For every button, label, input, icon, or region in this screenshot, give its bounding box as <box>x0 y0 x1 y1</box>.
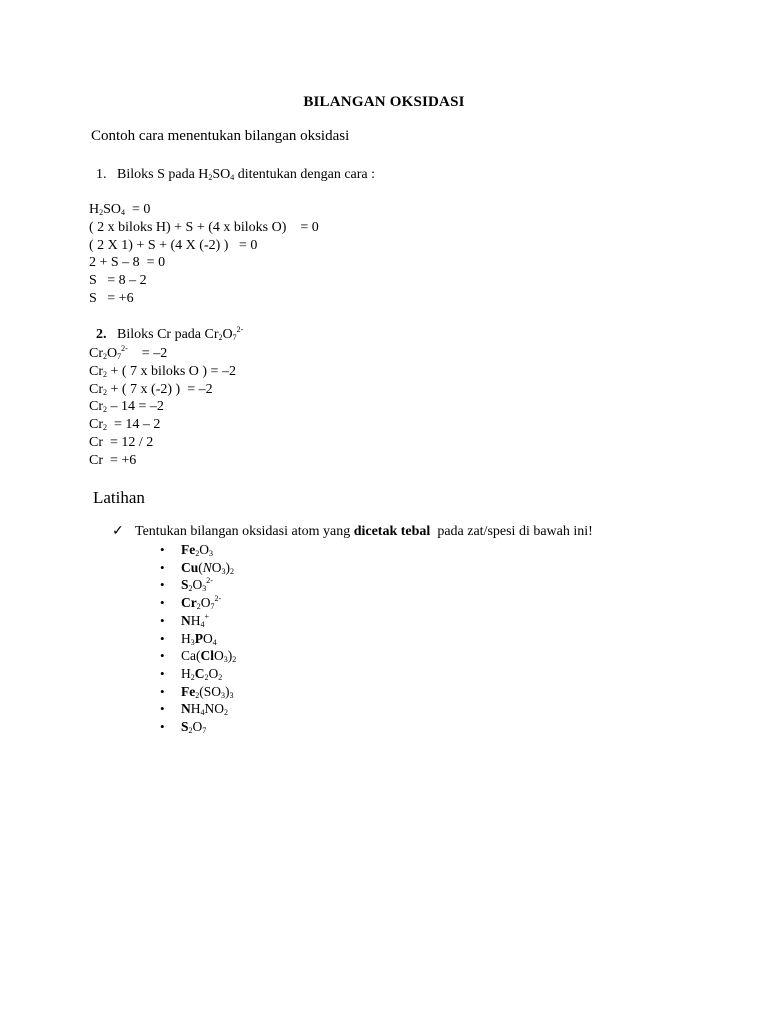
subscript: 7 <box>202 726 207 736</box>
subscript: 3 <box>190 637 195 647</box>
superscript: 2- <box>121 344 128 353</box>
formula-bold: Fe <box>181 683 196 699</box>
formula-italic: N <box>202 559 212 575</box>
subscript: 2 <box>230 566 235 576</box>
example-1-heading-tail: ditentukan dengan cara : <box>234 167 376 182</box>
page-title: BILANGAN OKSIDASI <box>303 94 465 110</box>
formula-bold: Cr <box>181 595 197 611</box>
formula-part: O <box>199 542 209 557</box>
bullet-icon: • <box>160 683 165 699</box>
subscript: 2 <box>224 708 228 718</box>
step-line: S = +6 <box>89 290 134 306</box>
subscript: 2 <box>208 173 213 182</box>
step-line: S = 8 – 2 <box>89 273 147 289</box>
checkmark-icon: ✓ <box>112 524 124 539</box>
list-item <box>160 594 236 612</box>
step-line <box>89 381 236 399</box>
formula-bold: N <box>181 701 191 717</box>
formula-part: H <box>190 612 201 628</box>
subscript: 2 <box>218 672 223 682</box>
subscript: 2 <box>190 672 195 682</box>
formula-part: ( <box>198 559 203 575</box>
formula-part: Cr <box>89 363 103 379</box>
superscript: 2- <box>214 594 222 604</box>
latihan-heading: Latihan <box>93 488 145 507</box>
list-item <box>160 630 236 648</box>
formula-part: NO <box>204 701 224 717</box>
formula-part: – 14 = –2 <box>107 399 164 415</box>
formula-part: H <box>89 202 100 217</box>
superscript: 2- <box>206 576 213 586</box>
list-item <box>160 576 236 594</box>
instruction-text: Tentukan bilangan oksidasi atom yang <box>135 524 354 539</box>
formula-part: Cr <box>89 399 103 415</box>
formula-part: O <box>200 595 211 611</box>
example-1-number: 1. <box>96 167 107 182</box>
formula-part: H <box>190 701 201 717</box>
subscript: 4 <box>121 208 126 217</box>
list-item <box>160 665 236 683</box>
formula-part: O <box>211 559 222 575</box>
subscript: 4 <box>212 637 217 647</box>
subscript: 3 <box>223 655 228 665</box>
example-1-heading <box>96 166 375 183</box>
subscript: 2 <box>188 726 193 736</box>
latihan-instruction <box>112 523 593 540</box>
list-item <box>160 612 236 630</box>
instruction-tail: pada zat/spesi di bawah ini! <box>430 524 593 539</box>
subscript: 2 <box>195 549 200 558</box>
subscript: 2 <box>103 352 107 361</box>
superscript: + <box>204 611 210 621</box>
bullet-icon: • <box>160 595 165 611</box>
subscript: 3 <box>229 690 234 700</box>
subscript: 2 <box>218 333 223 342</box>
subscript: 4 <box>200 619 205 629</box>
step-line: ( 2 X 1) + S + (4 X (-2) ) = 0 <box>89 237 258 253</box>
step-line: ( 2 x biloks H) + S + (4 x biloks O) = 0 <box>89 219 319 235</box>
step-line <box>89 363 236 381</box>
list-item <box>160 718 236 736</box>
subscript: 4 <box>200 708 205 718</box>
example-1-heading-text: Biloks S pada H <box>117 167 209 182</box>
formula-part: O <box>203 630 213 646</box>
formula-part: = 14 – 2 <box>107 417 161 433</box>
subscript: 7 <box>117 352 122 361</box>
formula-part: ) <box>225 683 230 699</box>
exercise-list <box>160 541 236 736</box>
subscript: 7 <box>210 602 215 612</box>
intro-text: Contoh cara menentukan bilangan oksidasi <box>91 128 350 144</box>
formula-part: Ca( <box>181 648 201 664</box>
bullet-icon: • <box>160 648 165 664</box>
subscript: 3 <box>209 549 213 558</box>
example-2-heading <box>96 326 243 343</box>
subscript: 3 <box>221 690 226 700</box>
formula-part: O <box>214 648 224 664</box>
subscript: 2 <box>99 208 104 217</box>
subscript: 4 <box>230 173 235 182</box>
formula-part: SO <box>212 167 231 182</box>
bullet-icon: • <box>160 542 165 557</box>
list-item <box>160 683 236 701</box>
bullet-icon: • <box>160 612 165 628</box>
subscript: 3 <box>221 566 226 576</box>
list-item <box>160 541 236 559</box>
example-2-steps <box>89 345 236 470</box>
formula-part: H <box>181 630 191 646</box>
bullet-icon: • <box>160 719 165 735</box>
step-line <box>89 201 319 219</box>
subscript: 2 <box>195 690 200 700</box>
formula-part: ) <box>227 648 233 664</box>
formula-part: + ( 7 x biloks O ) = –2 <box>107 363 236 379</box>
formula-bold: Fe <box>181 542 196 557</box>
bullet-icon: • <box>160 630 165 646</box>
formula-part: Cr <box>89 381 103 397</box>
formula-bold: S <box>181 577 189 593</box>
formula-part: O <box>107 346 118 361</box>
bullet-icon: • <box>160 701 165 717</box>
formula-part: ) <box>225 559 231 575</box>
example-2-number: 2. <box>96 327 107 342</box>
formula-bold: Cl <box>200 648 214 664</box>
bullet-icon: • <box>160 559 165 575</box>
formula-part: = –2 <box>127 346 168 361</box>
step-line <box>89 398 236 416</box>
formula-bold: P <box>194 630 203 646</box>
formula-part: H <box>181 665 191 681</box>
list-item <box>160 559 236 577</box>
example-1-steps <box>89 201 319 308</box>
subscript: 2 <box>188 584 193 594</box>
step-line: Cr = 12 / 2 <box>89 434 154 450</box>
subscript: 2 <box>103 369 107 379</box>
step-line <box>89 345 236 363</box>
list-item <box>160 647 236 665</box>
formula-part: O <box>208 665 219 681</box>
subscript: 2 <box>232 655 237 665</box>
formula-part: (SO <box>199 683 222 699</box>
formula-part: Cr <box>89 346 103 361</box>
superscript: 2- <box>236 325 244 334</box>
formula-bold: Cu <box>181 559 199 575</box>
formula-part: = 0 <box>125 202 151 217</box>
subscript: 2 <box>196 602 201 612</box>
formula-bold: C <box>194 665 205 681</box>
bullet-icon: • <box>160 665 165 681</box>
formula-part: Cr <box>89 417 103 433</box>
subscript: 3 <box>202 584 207 594</box>
subscript: 2 <box>103 387 107 397</box>
step-line <box>89 416 236 434</box>
list-item <box>160 700 236 718</box>
formula-part: O <box>222 327 233 342</box>
formula-bold: S <box>181 719 189 735</box>
subscript: 2 <box>103 405 107 415</box>
formula-part: + ( 7 x (-2) ) = –2 <box>107 381 213 397</box>
example-2-heading-text: Biloks Cr pada Cr <box>117 327 219 342</box>
formula-part: SO <box>103 202 122 217</box>
instruction-bold: dicetak tebal <box>353 524 431 539</box>
step-line: Cr = +6 <box>89 452 137 468</box>
formula-part: O <box>192 577 203 593</box>
subscript: 7 <box>232 333 237 342</box>
subscript: 2 <box>204 672 209 682</box>
bullet-icon: • <box>160 577 165 593</box>
formula-bold: N <box>181 612 191 628</box>
subscript: 2 <box>103 423 107 433</box>
formula-part: O <box>192 719 203 735</box>
step-line: 2 + S – 8 = 0 <box>89 255 166 271</box>
